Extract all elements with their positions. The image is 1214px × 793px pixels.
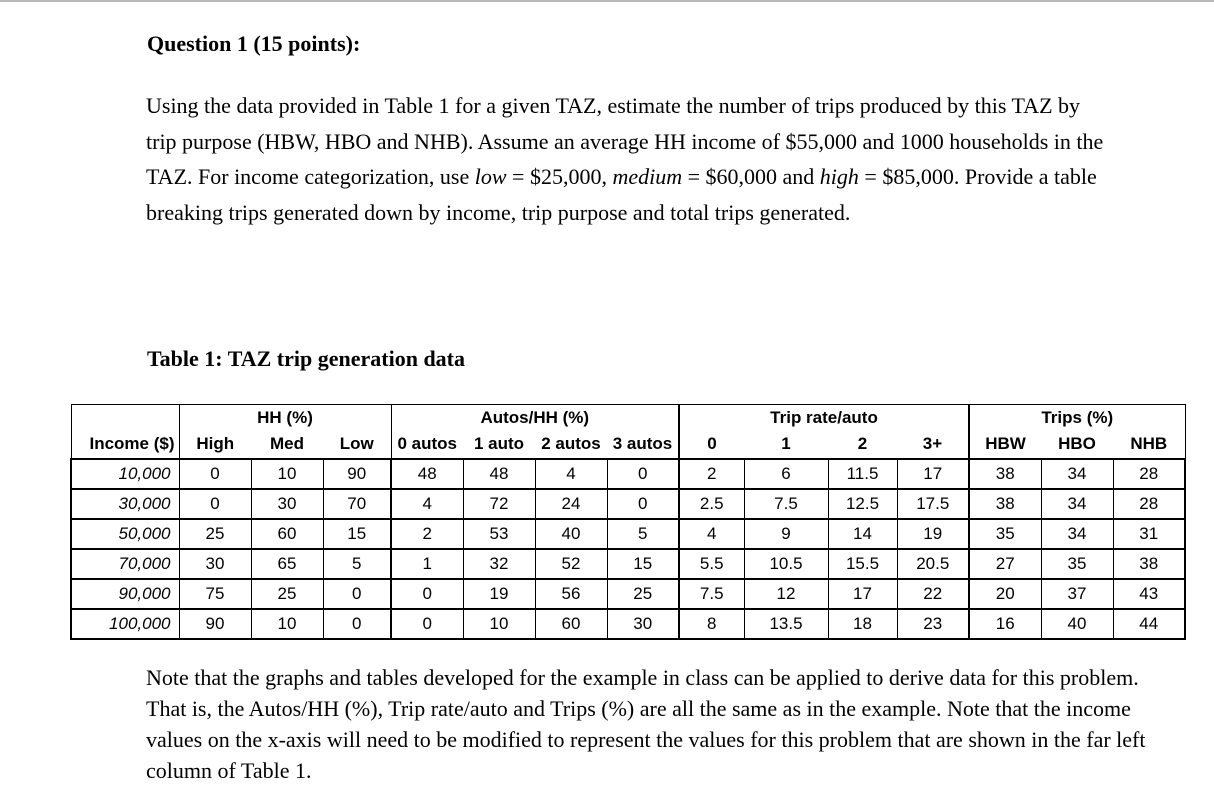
col-header-rate-2: 2 [857, 434, 868, 453]
cell-autos-1: 53 [463, 519, 535, 549]
cell-income: 100,000 [71, 609, 179, 639]
cell-nhb: 31 [1113, 519, 1185, 549]
cell-med: 10 [251, 609, 323, 639]
cell-autos-2: 60 [535, 609, 607, 639]
cell-hbw: 38 [969, 489, 1041, 519]
table-row [71, 489, 1185, 519]
cell-high: 75 [179, 579, 251, 609]
cell-hbo: 35 [1041, 549, 1113, 579]
cell-rate-2: 15.5 [828, 549, 897, 579]
cell-nhb: 44 [1113, 609, 1185, 639]
cell-rate-3plus: 23 [897, 609, 969, 639]
cell-rate-0: 8 [679, 609, 744, 639]
cell-autos-0: 2 [391, 519, 463, 549]
cell-autos-1: 10 [463, 609, 535, 639]
cell-rate-1: 10.5 [744, 549, 828, 579]
table-body [71, 459, 1185, 639]
col-header-low: Low [339, 434, 374, 453]
cell-low: 5 [323, 549, 391, 579]
cell-autos-3: 15 [607, 549, 679, 579]
medium-label: medium [612, 164, 683, 189]
cell-autos-3: 30 [607, 609, 679, 639]
table-row [71, 579, 1185, 609]
cell-high: 0 [179, 459, 251, 489]
column-header-row [71, 430, 1185, 459]
cell-rate-1: 12 [744, 579, 828, 609]
cell-rate-2: 18 [828, 609, 897, 639]
cell-nhb: 28 [1113, 489, 1185, 519]
col-header-1-auto: 1 auto [463, 430, 535, 459]
cell-income: 70,000 [71, 549, 179, 579]
table-title: Table 1: TAZ trip generation data [147, 346, 466, 371]
cell-rate-3plus: 20.5 [897, 549, 969, 579]
col-header-rate-0: 0 [679, 430, 744, 459]
note-text: Note that the graphs and tables developed for the example in class can be applied to derive data for this problem. That is, the Autos/HH (%), Trip rate/auto and Trips (%) are all the same as in the example. Note that the income values on the x-axis will need to be modified to represent the values for this problem that are shown in the far left column of Table 1. [146, 665, 1146, 783]
cell-income: 10,000 [71, 459, 179, 489]
cell-low: 0 [323, 609, 391, 639]
cell-rate-3plus: 22 [897, 579, 969, 609]
cell-low: 15 [323, 519, 391, 549]
cell-med: 10 [251, 459, 323, 489]
cell-hbo: 34 [1041, 519, 1113, 549]
cell-autos-0: 48 [391, 459, 463, 489]
cell-low: 70 [323, 489, 391, 519]
cell-hbw: 35 [969, 519, 1041, 549]
cell-rate-0: 2.5 [679, 489, 744, 519]
cell-med: 65 [251, 549, 323, 579]
cell-high: 90 [179, 609, 251, 639]
cell-med: 30 [251, 489, 323, 519]
cell-autos-3: 25 [607, 579, 679, 609]
cell-hbw: 38 [969, 459, 1041, 489]
low-label: low [474, 164, 507, 189]
cell-med: 60 [251, 519, 323, 549]
col-header-rate-3plus: 3+ [922, 434, 943, 453]
trip-generation-table [70, 404, 1186, 640]
cell-hbw: 16 [969, 609, 1041, 639]
cell-rate-1: 6 [744, 459, 828, 489]
cell-med: 25 [251, 579, 323, 609]
table-row [71, 609, 1185, 639]
question-title: Question 1 (15 points): [147, 31, 361, 56]
cell-autos-0: 4 [391, 489, 463, 519]
top-divider [0, 0, 1214, 2]
col-header-med: Med [270, 434, 304, 453]
cell-income: 30,000 [71, 489, 179, 519]
cell-autos-2: 24 [535, 489, 607, 519]
cell-rate-1: 13.5 [744, 609, 828, 639]
cell-autos-3: 0 [607, 489, 679, 519]
trips-group-header: Trips (%) [969, 405, 1185, 431]
cell-rate-0: 4 [679, 519, 744, 549]
cell-rate-0: 7.5 [679, 579, 744, 609]
cell-autos-3: 0 [607, 459, 679, 489]
cell-high: 30 [179, 549, 251, 579]
cell-hbw: 27 [969, 549, 1041, 579]
cell-autos-1: 19 [463, 579, 535, 609]
cell-high: 25 [179, 519, 251, 549]
group-header-row [71, 405, 1185, 431]
cell-autos-1: 32 [463, 549, 535, 579]
cell-rate-1: 7.5 [744, 489, 828, 519]
cell-autos-2: 52 [535, 549, 607, 579]
col-header-high: High [179, 430, 251, 459]
cell-income: 50,000 [71, 519, 179, 549]
col-header-3-autos: 3 autos [607, 430, 679, 459]
cell-income: 90,000 [71, 579, 179, 609]
cell-nhb: 28 [1113, 459, 1185, 489]
cell-autos-1: 72 [463, 489, 535, 519]
col-header-rate-1: 1 [781, 434, 791, 453]
cell-rate-1: 9 [744, 519, 828, 549]
col-header-2-autos: 2 autos [535, 430, 607, 459]
cell-autos-2: 56 [535, 579, 607, 609]
cell-autos-3: 5 [607, 519, 679, 549]
col-header-hbo: HBO [1058, 434, 1096, 453]
cell-hbo: 34 [1041, 489, 1113, 519]
cell-nhb: 43 [1113, 579, 1185, 609]
hh-group-header: HH (%) [179, 405, 391, 431]
cell-nhb: 38 [1113, 549, 1185, 579]
cell-autos-0: 0 [391, 609, 463, 639]
table-row [71, 549, 1185, 579]
cell-high: 0 [179, 489, 251, 519]
cell-autos-2: 4 [535, 459, 607, 489]
question-text: Using the data provided in Table 1 for a given TAZ, estimate the number of trips produced by this TAZ by trip purpose (HBW, HBO and NHB). Assume an average HH income of $55,000 and 1000 households in the TAZ. For income categorization, use low = $25,000, medium = $60,000 and high = $85,000. Provide a table breaking trips generated down by income, trip purpose and total trips generated. [146, 93, 1104, 225]
col-header-income: Income ($) [71, 430, 179, 459]
cell-hbo: 37 [1041, 579, 1113, 609]
cell-rate-3plus: 17 [897, 459, 969, 489]
cell-rate-2: 17 [828, 579, 897, 609]
cell-rate-0: 5.5 [679, 549, 744, 579]
cell-rate-2: 11.5 [828, 459, 897, 489]
col-header-0-autos: 0 autos [391, 430, 463, 459]
cell-autos-0: 0 [391, 579, 463, 609]
cell-hbw: 20 [969, 579, 1041, 609]
table-row [71, 459, 1185, 489]
cell-low: 0 [323, 579, 391, 609]
cell-rate-3plus: 19 [897, 519, 969, 549]
table-row [71, 519, 1185, 549]
cell-autos-2: 40 [535, 519, 607, 549]
autos-group-header: Autos/HH (%) [391, 405, 679, 431]
cell-autos-1: 48 [463, 459, 535, 489]
cell-autos-0: 1 [391, 549, 463, 579]
high-label: high [819, 164, 859, 189]
cell-rate-0: 2 [679, 459, 744, 489]
col-header-nhb: NHB [1113, 430, 1185, 459]
col-header-hbw: HBW [969, 430, 1041, 459]
cell-hbo: 34 [1041, 459, 1113, 489]
cell-low: 90 [323, 459, 391, 489]
trip-rate-group-header: Trip rate/auto [679, 405, 969, 431]
cell-hbo: 40 [1041, 609, 1113, 639]
cell-rate-2: 12.5 [828, 489, 897, 519]
cell-rate-2: 14 [828, 519, 897, 549]
cell-rate-3plus: 17.5 [897, 489, 969, 519]
